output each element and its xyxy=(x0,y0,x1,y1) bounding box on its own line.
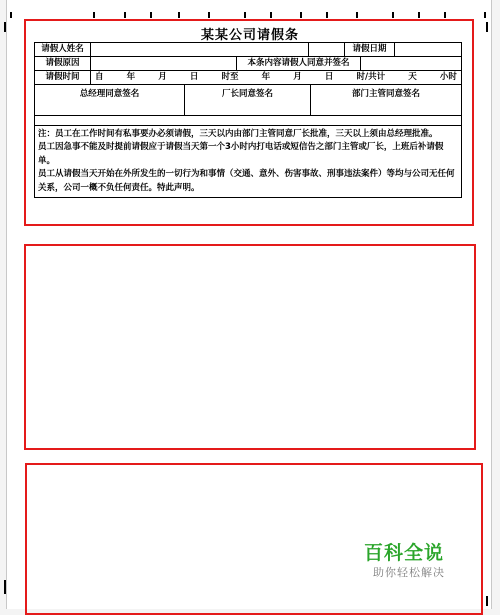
ruler-mark xyxy=(444,12,446,18)
reason-label: 请假原因 xyxy=(35,57,91,70)
time-unit: 自 xyxy=(95,72,104,82)
time-label: 请假时间 xyxy=(35,71,91,84)
ruler-mark xyxy=(392,12,394,18)
time-unit: 时/共计 xyxy=(356,72,386,82)
note-paragraph: 注：员工在工作时间有私事要办必须请假，三天以内由部门主管同意厂长批准，三天以上须由总经理批准。 xyxy=(38,129,438,139)
confirm-signature-field[interactable] xyxy=(361,57,461,70)
time-unit: 小时 xyxy=(439,72,457,82)
confirm-label: 本条内容请假人同意并签名 xyxy=(237,57,361,70)
highlight-box-blank xyxy=(24,244,476,450)
ruler-mark xyxy=(93,12,95,18)
ruler-mark xyxy=(484,12,486,18)
dept-sign-label: 部门主管同意签名 xyxy=(351,89,420,99)
ruler-mark xyxy=(326,12,328,18)
time-unit: 月 xyxy=(293,72,302,82)
ruler-mark xyxy=(356,12,358,18)
table-row xyxy=(35,85,461,116)
ruler-mark xyxy=(244,12,246,18)
time-unit: 月 xyxy=(158,72,167,82)
ruler-mark xyxy=(4,580,6,594)
form-title: 某某公司请假条 xyxy=(200,28,299,43)
applicant-field[interactable] xyxy=(91,43,309,56)
time-unit: 天 xyxy=(408,72,417,82)
ruler-mark xyxy=(150,12,152,18)
time-range-field[interactable] xyxy=(91,71,461,84)
reason-field[interactable] xyxy=(91,57,237,70)
table-row xyxy=(35,57,461,71)
table-row xyxy=(35,43,461,57)
ruler-mark xyxy=(270,12,272,18)
time-unit: 时至 xyxy=(221,72,239,82)
leave-form-table xyxy=(34,42,462,198)
factory-signature-field[interactable] xyxy=(185,85,311,115)
table-row xyxy=(35,71,461,85)
ruler-mark xyxy=(418,12,420,18)
ruler-mark xyxy=(10,12,12,18)
ruler-mark xyxy=(124,12,126,18)
ruler-mark xyxy=(486,596,488,606)
notes-section xyxy=(35,126,461,197)
gm-sign-label: 总经理同意签名 xyxy=(79,89,140,99)
date-label: 请假日期 xyxy=(345,43,395,56)
time-unit: 日 xyxy=(189,72,199,82)
note-paragraph: 员工因急事不能及时提前请假应于请假当天第一个3小时内打电话或短信告之部门主管或厂长，上班后补请假单。 xyxy=(38,142,444,166)
ruler-mark xyxy=(178,12,180,18)
factory-sign-label: 厂长同意签名 xyxy=(221,89,273,99)
date-field[interactable] xyxy=(395,43,461,56)
blank-cell xyxy=(309,43,345,56)
time-unit: 年 xyxy=(261,72,271,82)
blank-cell xyxy=(35,116,461,125)
watermark-slogan: 助你轻松解决 xyxy=(373,566,445,579)
ruler-mark xyxy=(300,12,302,18)
applicant-label: 请假人姓名 xyxy=(35,43,91,56)
gm-signature-field[interactable] xyxy=(35,85,185,115)
time-unit: 日 xyxy=(324,72,334,82)
ruler-mark xyxy=(208,12,210,18)
note-paragraph: 员工从请假当天开始在外所发生的一切行为和事情（交通、意外、伤害事故、刑事违法案件）等均与公司无任何关系，公司一概不负任何责任。特此声明。 xyxy=(38,169,455,193)
dept-signature-field[interactable] xyxy=(311,85,461,115)
table-row xyxy=(35,116,461,126)
watermark-brand: 百科全说 xyxy=(364,542,445,564)
time-unit: 年 xyxy=(126,72,136,82)
